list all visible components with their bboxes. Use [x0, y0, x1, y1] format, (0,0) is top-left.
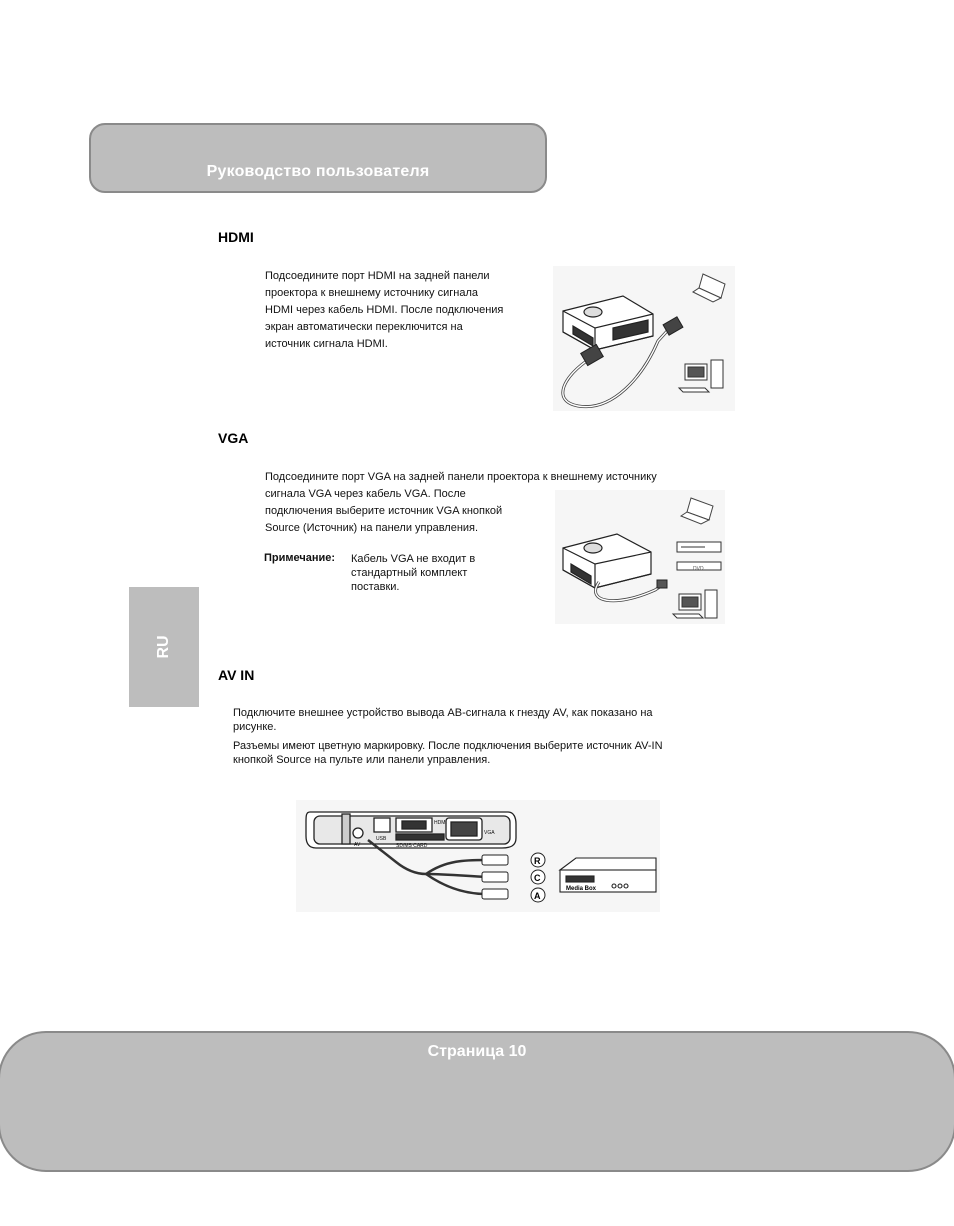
- hdmi-connection-figure: [553, 266, 735, 411]
- av-diagram: [296, 800, 660, 912]
- text-line: экран автоматически переключится на: [265, 321, 463, 333]
- port-label-hdmi: HDMI: [434, 820, 447, 826]
- text-line: сигнала VGA через кабель VGA. После: [265, 488, 466, 500]
- text-line: Подключите внешнее устройство вывода АВ-сигнала к гнезду AV, как показано на: [233, 707, 653, 719]
- port-label-vga: VGA: [484, 830, 495, 836]
- port-label-usb: USB: [376, 836, 387, 842]
- vga-diagram: [555, 490, 725, 624]
- vga-plug-icon: [657, 580, 667, 588]
- text-line: источник сигнала HDMI.: [265, 338, 388, 350]
- note-label: Примечание:: [264, 552, 336, 564]
- rca-plugs: [482, 855, 508, 899]
- dvd-label: DVD: [693, 566, 704, 572]
- vga-port-icon: [451, 822, 477, 836]
- hdmi-heading: HDMI: [218, 229, 254, 245]
- projector-icon: [563, 534, 651, 588]
- text-line: Source (Источник) на панели управления.: [265, 522, 479, 534]
- text-line: Разъемы имеют цветную маркировку. После подключения выберите источник AV-IN: [233, 740, 663, 752]
- desktop-pc-icon: [673, 590, 717, 618]
- av-connection-figure: [296, 800, 660, 912]
- header-tab: [89, 123, 547, 193]
- connector-letter-a: A: [534, 891, 541, 901]
- desktop-pc-icon: [679, 360, 723, 392]
- card-slot-icon: [396, 834, 444, 840]
- text-line: Подсоедините порт HDMI на задней панели: [265, 270, 490, 282]
- text-line: HDMI через кабель HDMI. После подключения: [265, 304, 504, 316]
- projector-icon: [563, 296, 653, 350]
- text-line: проектора к внешнему источнику сигнала: [265, 287, 478, 299]
- hdmi-paragraph: [265, 268, 503, 353]
- connector-letter-r: R: [534, 856, 541, 866]
- manual-title: Руководство пользователя: [206, 163, 430, 180]
- av-in-paragraph-2: [233, 739, 663, 767]
- vga-connection-figure: [555, 490, 725, 624]
- laptop-icon: [681, 498, 713, 524]
- vga-heading: VGA: [218, 430, 249, 446]
- av-in-heading: AV IN: [218, 667, 255, 683]
- note-text: Кабель VGA не входит в стандартный комплект поставки.: [351, 553, 476, 593]
- language-tab: [129, 587, 199, 707]
- media-box-label: Media Box: [566, 886, 597, 892]
- text-line: подключения выберите источник VGA кнопкой: [265, 505, 503, 517]
- port-label-card: SD/MS CARD: [396, 843, 428, 849]
- page-number: Страница 10: [427, 1043, 527, 1060]
- port-label-av: AV: [354, 842, 361, 848]
- footer-bar: [0, 1031, 954, 1172]
- laptop-icon: [693, 274, 725, 302]
- hdmi-diagram: [553, 266, 735, 411]
- connector-letter-c: C: [534, 873, 541, 883]
- language-label: RU: [155, 635, 172, 659]
- text-line: Подсоедините порт VGA на задней панели проектора к внешнему источнику: [265, 471, 657, 483]
- text-line: рисунке.: [233, 721, 277, 733]
- av-in-paragraph-1: [233, 706, 653, 734]
- hdmi-port-icon: [402, 821, 426, 829]
- usb-port-icon: [374, 818, 390, 832]
- text-line: кнопкой Source на пульте или панели управления.: [233, 754, 491, 766]
